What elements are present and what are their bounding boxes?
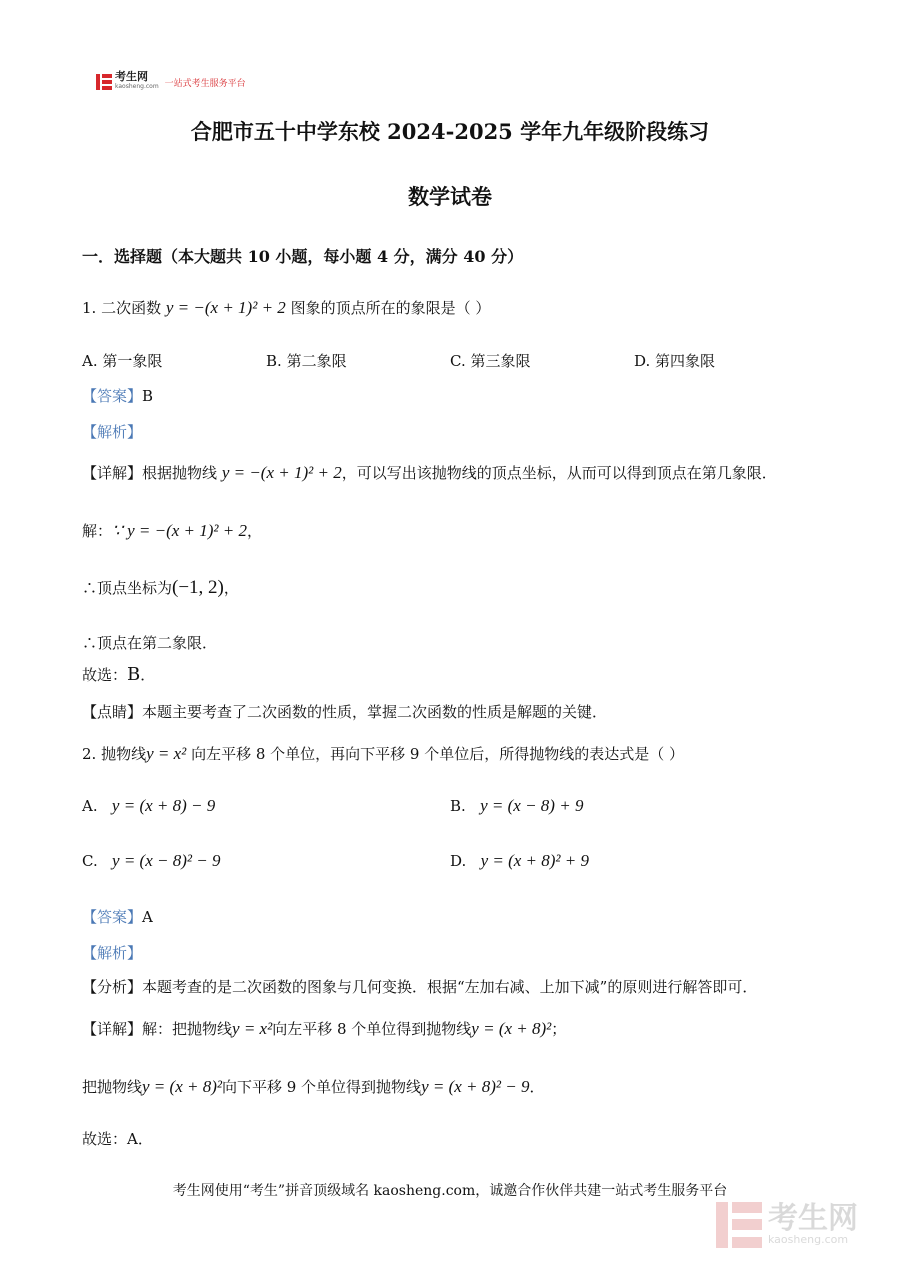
q1-option-c: C. 第三象限 — [450, 352, 531, 370]
question-1 — [82, 297, 490, 318]
logo-domain: kaosheng.com — [115, 83, 159, 90]
q1-choose: 故选：B． — [82, 664, 156, 685]
q2-analysis-tag: 【解析】 — [82, 944, 143, 962]
q2-option-b: B. y = (x − 8) + 9 — [450, 796, 584, 815]
q1-sol-formula: ∵ y = −(x + 1)² + 2 — [112, 521, 247, 540]
header-logo — [96, 72, 246, 92]
q2-option-d: D. y = (x + 8)² + 9 — [450, 851, 590, 870]
section-heading: 一．选择题（本大题共 10 小题，每小题 4 分，满分 40 分） — [82, 247, 524, 266]
watermark-name: 考生网 — [768, 1201, 858, 1236]
title-line2: 数学试卷 — [408, 184, 492, 209]
question-2: 2. 抛物线y = x² 向左平移 8 个单位，再向下平移 9 个单位后，所得抛物线的表达式是（ ） — [82, 744, 684, 763]
q1-detail: 【详解】根据抛物线 y = −(x + 1)² + 2，可以写出该抛物线的顶点坐标，从而可以得到顶点在第几象限． — [82, 463, 777, 482]
q1-pre: 二次函数 — [101, 299, 162, 317]
q2-option-a: A. y = (x + 8) − 9 — [82, 796, 216, 815]
q1-vertex: ∴顶点坐标为(−1, 2)， — [82, 577, 239, 598]
q1-solution: 解：∵ y = −(x + 1)² + 2， — [82, 521, 262, 540]
kaosheng-logo-icon — [96, 74, 112, 90]
q1-option-a: A. 第一象限 — [82, 352, 163, 370]
q2-formula: y = x² — [146, 744, 187, 763]
q1-answer: 【答案】B — [82, 387, 154, 405]
q2-detail-line2: 把抛物线y = (x + 8)²向下平移 9 个单位得到抛物线y = (x + 8)² − 9． — [82, 1077, 545, 1096]
q1-formula: y = −(x + 1)² + 2 — [165, 298, 286, 317]
watermark — [716, 1202, 858, 1248]
q1-option-d: D. 第四象限 — [634, 352, 716, 370]
q2-option-c: C. y = (x − 8)² − 9 — [82, 851, 221, 870]
logo-name: 考生网 — [115, 70, 148, 83]
logo-slogan: 一站式考生服务平台 — [164, 78, 246, 89]
q2-answer: 【答案】A — [82, 908, 153, 926]
q1-post: 图象的顶点所在的象限是（ ） — [290, 299, 491, 317]
q2-detail: 【详解】解：把抛物线y = x²向左平移 8 个单位得到抛物线y = (x + 8)²； — [82, 1019, 567, 1038]
q1-conclusion: ∴顶点在第二象限． — [82, 634, 218, 652]
watermark-domain: kaosheng.com — [768, 1233, 849, 1246]
q2-choose: 故选：A． — [82, 1130, 153, 1148]
title-line1: 合肥市五十中学东校 2024-2025 学年九年级阶段练习 — [190, 119, 710, 144]
q1-option-b: B. 第二象限 — [266, 352, 347, 370]
q1-comment: 【点睛】本题主要考查了二次函数的性质，掌握二次函数的性质是解题的关键． — [82, 703, 608, 721]
q1-number: 1. — [82, 299, 97, 317]
footer-text: 考生网使用“考生”拼音顶级域名 kaosheng.com，诚邀合作伙伴共建一站式考生服务平台 — [172, 1183, 728, 1199]
q1-detail-formula: y = −(x + 1)² + 2 — [221, 463, 342, 482]
watermark-logo-icon — [716, 1202, 762, 1248]
q1-vertex-formula: (−1, 2) — [172, 577, 224, 598]
q1-analysis-tag: 【解析】 — [82, 423, 143, 441]
q2-fenxi: 【分析】本题考查的是二次函数的图象与几何变换．根据“左加右减、上加下减”的原则进行解答即可． — [82, 978, 758, 996]
